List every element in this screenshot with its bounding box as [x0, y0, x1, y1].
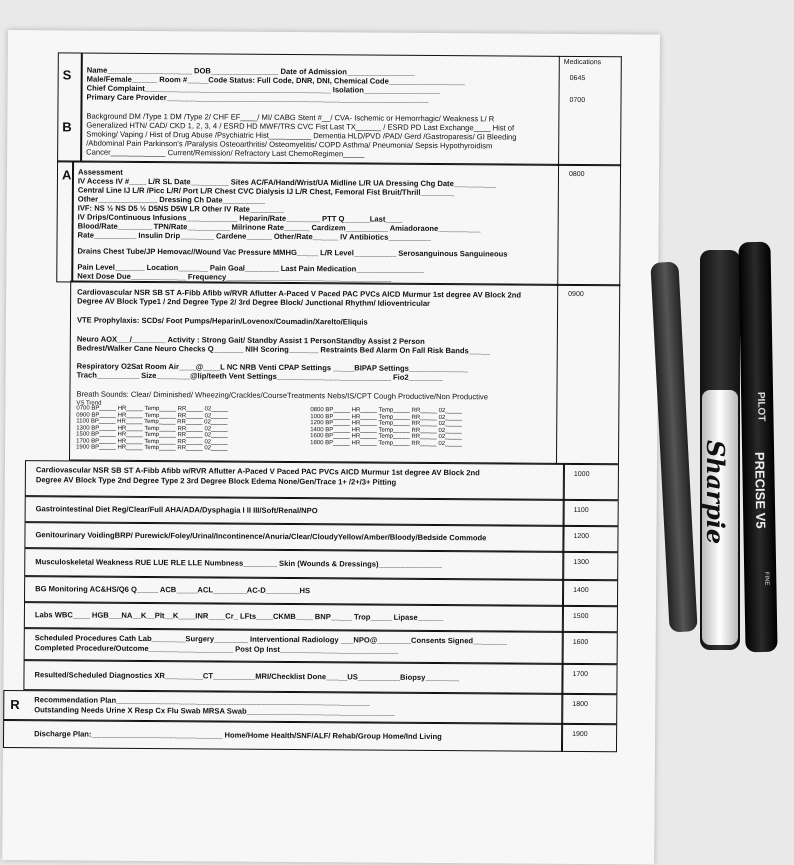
fountain-pen — [650, 262, 697, 633]
time-col-1 — [557, 56, 622, 166]
assessment-row — [25, 460, 565, 500]
row-line-2: Outstanding Needs Urine X Resp Cx Flu Swab MRSA Swab___________________________________ — [34, 705, 395, 717]
b-line-2: Generalized HTN/ CAD/ CKD 1, 2, 3, 4 / ESRD HD MWF/TRS CVC Fist Last TX______ / ESRD PD Last Exchange____ Hist of — [86, 120, 515, 133]
a-line-5: IV Drips/Continuous Infusions____________ Heparin/Rate________ PTT Q______Last____ — [77, 212, 403, 224]
letter-b: B — [62, 119, 72, 135]
row-line-1: Gastrointestinal Diet Reg/Clear/Full AHA/ADA/Dysphagia I II III/Soft/Renal/NPO — [35, 504, 318, 516]
vs-trend-row: 1700 BP_____ HR_____ Temp_____ RR_____ 02_____ — [76, 437, 228, 446]
a-line-7: Rate__________ Insulin Drip________ Cardene______ Other/Rate______ IV Antibiotics__________ — [77, 230, 431, 242]
time-col-3 — [555, 284, 620, 464]
time-label: 1200 — [573, 532, 590, 541]
a-line-0: Assessment — [77, 167, 123, 177]
s-line-4: Primary Care Provider______________________________________________________________ — [86, 92, 429, 104]
assessment-row — [24, 548, 564, 580]
sharpie-label: Sharpie — [701, 440, 730, 545]
vs-trend-row: 1800 BP_____ HR_____ Temp_____ RR_____ 02_____ — [310, 439, 462, 447]
precise-label: PRECISE V5 — [752, 451, 769, 529]
cardio-line-1: Cardiovascular NSR SB ST A-Fibb Afibb w/RVR Aflutter A-Paced V Paced PAC PVCs AICD Murmur 1st degree AV Block 2nd — [77, 287, 522, 300]
time-cell — [563, 464, 619, 500]
form-frame — [3, 30, 658, 755]
sharpie-marker — [700, 250, 740, 650]
vs-trend-row: 1900 BP_____ HR_____ Temp_____ RR_____ 02_____ — [76, 444, 228, 452]
fine-label: FINE — [763, 571, 770, 586]
resp-line-2: Trach__________ Size________@lip/teeth Vent Settings___________________________ Fio2________ — [76, 370, 443, 383]
vs-trend-row: 0900 BP_____ HR_____ Temp_____ RR_____ 02_____ — [76, 411, 229, 420]
a-line-8: Drains Chest Tube/JP Hemovac//Wound Vac Pressure MMHG_____ L/R Level__________ Serosanguinous Sanguineous — [77, 246, 508, 259]
a-line-6: Blood/Rate________ TPN/Rate__________ Milrinone Rate______ Cardizem__________ Amiadoraone__________ — [77, 221, 481, 234]
vs-trend-row: 0700 BP_____ HR_____ Temp_____ RR_____ 02_____ — [76, 405, 229, 413]
situation-background-box — [57, 52, 560, 166]
letter-r: R — [10, 697, 20, 713]
assessment-row — [24, 628, 564, 664]
b-line-3: Smoking/ Vaping / Hist of Drug Abuse /Psychiatric Hist__________ Dementia HLD/PVD /PAD/ Gerd /Gastroparesis/ GI Bleeding — [86, 129, 517, 142]
a-line-10: Next Dose Due_____________ Frequency_______________________________________ — [77, 271, 392, 283]
vs-trend-title: VS Trend — [76, 400, 102, 407]
time-cell — [561, 694, 617, 724]
a-line-9: Pain Level_______ Location_______ Pain Goal________ Last Pain Medication________________ — [77, 262, 424, 274]
time-label: 1900 — [572, 730, 588, 739]
a-line-4: IVF: NS ½ NS D5 ½ D5NS D5W LR Other IV Rate________ — [77, 203, 284, 214]
assessment-row — [24, 602, 564, 632]
time-cell — [562, 526, 618, 552]
row-line-2: Completed Procedure/Outcome____________________ Post Op Inst____________________________ — [34, 643, 399, 655]
a-line-3: Other______________ Dressing Ch Date__________ — [77, 194, 265, 205]
medications-header: Medications — [563, 58, 602, 67]
time-label: 1700 — [572, 670, 589, 679]
s-line-3: Chief Complaint____________________________________________ Isolation__________________ — [86, 83, 441, 96]
a-line-1: IV Access IV #____ L/R SL Date_________ Sites AC/FA/Hand/Wrist/UA Midline L/R UA Dressing Chg Date__________ — [77, 176, 497, 189]
b-line-5: Cancer_____________ Current/Remission/ Refractory Last ChemoRegimen_____ — [86, 147, 365, 159]
assessment-row — [3, 720, 563, 752]
letter-s: S — [62, 67, 72, 83]
vs-trend-row: 1600 BP_____ HR_____ Temp_____ RR_____ 02_____ — [310, 433, 462, 441]
neuro-line-2: Bedrest/Walker Cane Neuro Checks Q_______ NIH Scoring_______ Restraints Bed Alarm On Fall Risk Bands_____ — [76, 343, 490, 356]
row-line-1: BG Monitoring AC&HS/Q6 Q_____ ACB_____ACL________AC-D________HS — [35, 584, 311, 596]
neuro-line-1: Neuro AOX___/________ Activity : Strong Gait/ Standby Assist 1 PersonStandby Assist 2 Person — [76, 334, 425, 346]
assessment-row — [25, 496, 565, 526]
cardio-line-2: Degree AV Block Type1 / 2nd Degree Type 2/ 3rd Degree Block/ Junctional Rhythm/ Idioventricular — [77, 296, 431, 308]
row-line-1: Scheduled Procedures Cath Lab________Surgery________ Interventional Radiology ___NPO@________Consents Signed________ — [34, 633, 507, 646]
vs-trend-row: 0800 BP_____ HR_____ Temp_____ RR_____ 02_____ — [310, 407, 463, 415]
vs-trend-row: 1300 BP_____ HR_____ Temp_____ RR_____ 02_____ — [76, 424, 228, 433]
time-cell — [561, 724, 617, 752]
time-label: 1500 — [572, 612, 589, 621]
time-label: 1000 — [573, 470, 590, 479]
time-0700: 0700 — [569, 96, 586, 105]
time-0800: 0800 — [568, 170, 585, 179]
row-line-1: Musculoskeletal Weakness RUE LUE RLE LLE Numbness________ Skin (Wounds & Dressings)_______________ — [35, 557, 442, 570]
assessment-row — [3, 690, 563, 724]
time-label: 1600 — [572, 638, 589, 647]
vs-trend-row: 1400 BP_____ HR_____ Temp_____ RR_____ 02_____ — [310, 426, 462, 434]
pilot-label: PILOT — [755, 391, 767, 422]
row-line-1: Cardiovascular NSR SB ST A-Fibb Afibb w/RVR Aflutter A-Paced V Paced PAC PVCs AICD Murmur 1st degree AV Block 2nd — [35, 465, 480, 478]
s-line-1: Name____________________ DOB________________ Date of Admission________________ — [86, 65, 415, 77]
row-line-1: Resulted/Scheduled Diagnostics XR_________CT__________MRI/Checklist Done_____US__________Biopsy________ — [34, 670, 460, 683]
row-line-2: Degree AV Block Type 2nd Degree Type 2 3rd Degree Block Edema None/Gen/Trace 1+ /2+/3+ Pitting — [35, 475, 397, 487]
assessment-box — [56, 160, 559, 286]
letter-a: A — [61, 167, 72, 183]
time-cell — [562, 632, 618, 664]
time-label: 1400 — [573, 586, 589, 595]
time-label: 1100 — [573, 506, 589, 515]
vs-trend-row: 1100 BP_____ HR_____ Temp_____ RR_____ 02_____ — [76, 418, 228, 426]
b-line-1: Background DM /Type 1 DM /Type 2/ CHF EF____/ MI/ CABG Stent #__/ CVA- Ischemic or Hemorrhagic/ Weakness L/ R — [86, 111, 495, 124]
time-label: 1800 — [572, 700, 588, 709]
pilot-precise-pen — [738, 242, 777, 652]
vte-line: VTE Prophylaxis: SCDs/ Foot Pumps/Heparin/Lovenox/Coumadin/Xarelto/Eliquis — [76, 315, 368, 327]
sbar-form-sheet — [2, 30, 660, 865]
vs-trend-row: 1000 BP_____ HR_____ Temp_____ RR_____ 02_____ — [310, 413, 463, 421]
time-label: 1300 — [573, 558, 589, 567]
time-cell — [563, 500, 619, 526]
row-line-1: Recommendation Plan____________________________________________________________ — [34, 695, 370, 707]
assessment-row — [24, 522, 564, 552]
time-cell — [562, 580, 618, 606]
b-line-4: /Abdominal Pain Parkinson's /Paralysis Osteoarthritis/ Osteomyelitis/ COPD Asthma/ Pneumonia/ Sepsis Hypothyroidism — [86, 138, 493, 151]
time-col-2 — [556, 164, 621, 286]
row-line-1: Genitourinary VoidingBRP/ Purewick/Foley/Urinal/Incontinence/Anuria/Clear/CloudyYellow/Amber/Bloody/Bedside Commode — [35, 530, 487, 543]
time-cell — [562, 606, 618, 632]
s-line-2: Male/Female______ Room #_____Code Status: Full Code, DNR, DNI, Chemical Code__________________ — [86, 74, 465, 87]
row-line-1: Labs WBC____ HGB___NA__K__Plt__K____INR____Cr_ LFts____CKMB____ BNP_____ Trop_____ Lipase______ — [34, 610, 444, 623]
resp-line-1: Respiratory O2Sat Room Air____@____L NC NRB Venti CPAP Settings _____BIPAP Settings______________ — [76, 361, 469, 374]
assessment-row — [23, 660, 563, 694]
time-0900: 0900 — [568, 290, 584, 299]
vs-trend-row: 1500 BP_____ HR_____ Temp_____ RR_____ 02_____ — [76, 431, 228, 439]
a-line-2: Central Line IJ L/R /Picc L/R/ Port L/R Chest CVC Dialysis IJ L/R Chest, Femoral Fist Bruit/Thrill________ — [77, 185, 455, 198]
assessment-row — [24, 576, 564, 606]
time-0645: 0645 — [569, 74, 586, 83]
vs-trend-row: 1200 BP_____ HR_____ Temp_____ RR_____ 02_____ — [310, 420, 462, 428]
time-cell — [561, 664, 617, 694]
row-line-1: Discharge Plan:_______________________________ Home/Home Health/SNF/ALF/ Rehab/Group Home/Ind Living — [34, 729, 442, 742]
cardio-respiratory-box — [69, 280, 558, 463]
time-cell — [562, 552, 618, 580]
breath-sounds-line: Breath Sounds: Clear/ Diminished/ Wheezing/Crackles/CourseTreatments Nebs/IS/CPT Cough Productive/Non Productive — [76, 389, 488, 402]
